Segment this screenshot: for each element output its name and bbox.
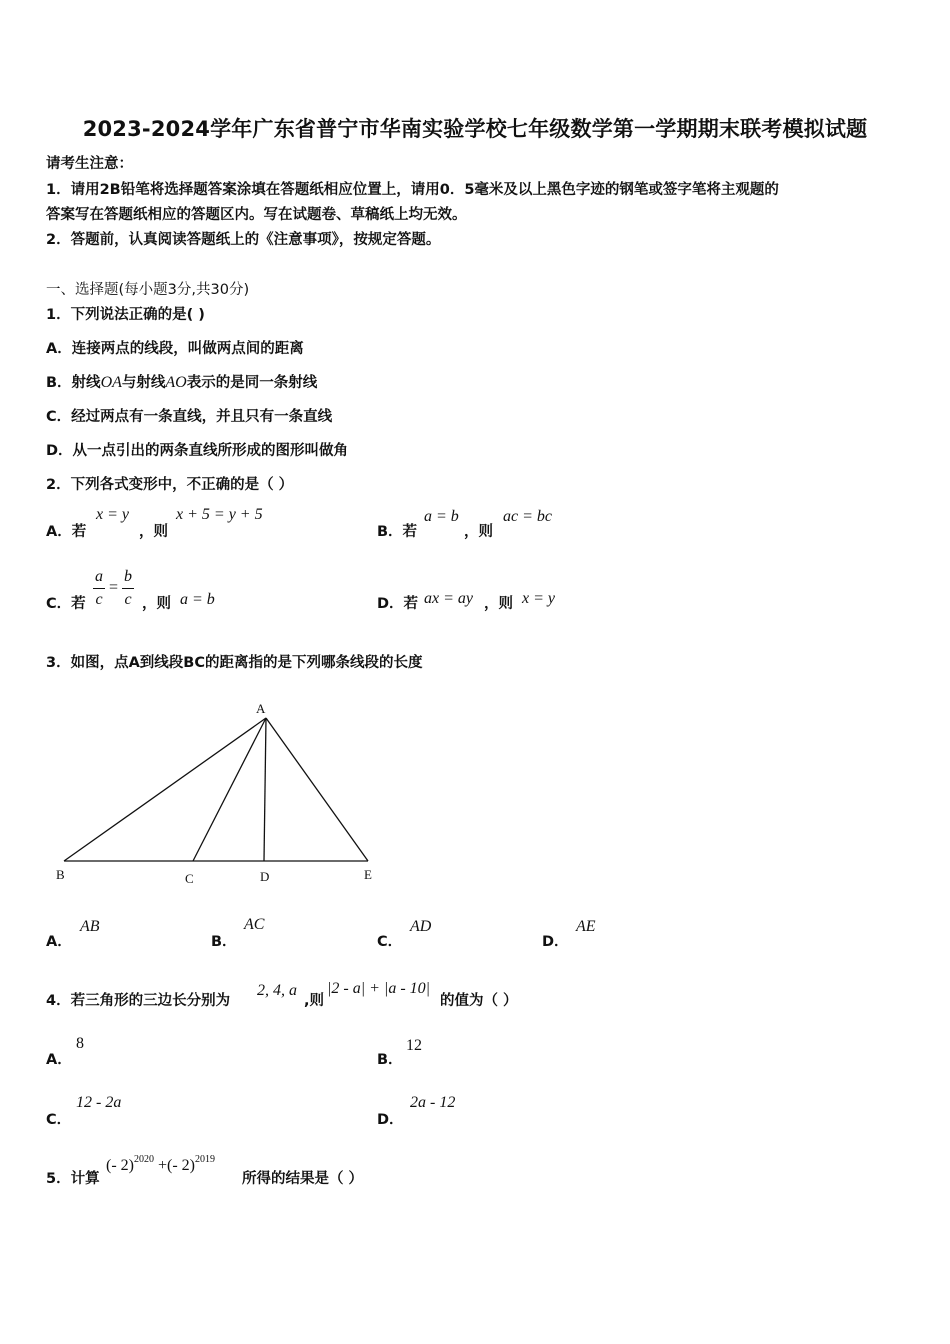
q4-option-d: D．: [377, 1112, 404, 1128]
q3-option-d-value: AE: [576, 918, 596, 935]
q3-option-b: B．: [211, 934, 237, 950]
q2-option-c-fraction: $\frac{a}{c}$ = $\frac{b}{c}$: [95, 568, 133, 608]
segment-ac: [193, 718, 266, 861]
point-label-a: A: [256, 701, 266, 716]
segment-ae: [266, 718, 368, 861]
point-label-e: E: [364, 867, 372, 882]
point-label-d: D: [260, 869, 270, 884]
q4-stem-mid: ,则: [304, 993, 325, 1009]
q1-option-a: A．连接两点的线段，叫做两点间的距离: [46, 341, 304, 357]
page-title: 2023-2024学年广东省普宁市华南实验学校七年级数学第一学期期末联考模拟试题: [82, 117, 868, 141]
q2-option-c: C．若: [46, 596, 86, 612]
q4-option-b-value: 12: [406, 1037, 422, 1054]
point-label-b: B: [56, 867, 65, 882]
q1-option-d: D．从一点引出的两条直线所形成的图形叫做角: [46, 443, 349, 459]
q4-option-a-value: 8: [76, 1035, 84, 1052]
q5-expression: (- 2)$^{2020}$ +(- 2)$^{2019}$: [106, 1154, 215, 1174]
q4-option-c: C．: [46, 1112, 72, 1128]
q3-triangle-figure: [50, 695, 390, 890]
q2-option-b-cond: a = b: [424, 508, 459, 525]
q3-option-c: C．: [377, 934, 403, 950]
q1-stem: 1．下列说法正确的是( ): [46, 307, 205, 323]
q2-option-b-result: ac = bc: [503, 508, 552, 525]
q3-option-c-value: AD: [410, 918, 432, 935]
segment-ad: [264, 718, 266, 861]
notice-line-1: 1．请用2B铅笔将选择题答案涂填在答题纸相应位置上，请用0．5毫米及以上黑色字迹的钢笔或签字笔将主观题的: [46, 182, 779, 198]
q3-option-a: A．: [46, 934, 72, 950]
q5-stem-post: 所得的结果是（ ）: [242, 1171, 364, 1187]
q2-option-b: B．若: [377, 524, 418, 540]
q2-option-b-then: ，则: [464, 524, 493, 540]
q1-option-c: C．经过两点有一条直线，并且只有一条直线: [46, 409, 333, 425]
q4-stem-post: 的值为（ ）: [440, 993, 518, 1009]
q2-stem: 2．下列各式变形中，不正确的是（ ）: [46, 477, 294, 493]
q2-option-a: A．若: [46, 524, 87, 540]
q4-expression: |2 - a| + |a - 10|: [327, 980, 431, 997]
q2-option-c-then: ，则: [142, 596, 171, 612]
point-label-c: C: [185, 871, 194, 886]
q4-stem: 4．若三角形的三边长分别为: [46, 993, 231, 1009]
section-heading: 一、选择题(每小题3分,共30分): [46, 282, 250, 298]
q4-option-b: B．: [377, 1052, 403, 1068]
q4-option-d-value: 2a - 12: [410, 1094, 456, 1111]
notice-line-3: 2．答题前，认真阅读答题纸上的《注意事项》，按规定答题。: [46, 232, 441, 248]
q3-option-b-value: AC: [244, 916, 265, 933]
q2-option-c-result: a = b: [180, 591, 215, 608]
q3-option-d: D．: [542, 934, 569, 950]
q2-option-d: D．若: [377, 596, 419, 612]
q2-option-a-then: ，则: [139, 524, 168, 540]
q2-option-a-result: x + 5 = y + 5: [176, 506, 263, 523]
q3-stem: 3．如图，点A到线段BC的距离指的是下列哪条线段的长度: [46, 655, 423, 671]
q5-stem: 5．计算: [46, 1171, 100, 1187]
q2-option-d-result: x = y: [522, 590, 555, 607]
q1-option-b: B．射线OA与射线AO表示的是同一条射线: [46, 374, 318, 391]
q2-option-d-then: ，则: [484, 596, 513, 612]
q4-option-a: A．: [46, 1052, 72, 1068]
q2-option-d-cond: ax = ay: [424, 590, 473, 607]
q3-option-a-value: AB: [80, 918, 100, 935]
q2-option-a-cond: x = y: [96, 506, 129, 523]
notice-heading: 请考生注意：: [46, 156, 133, 172]
q4-option-c-value: 12 - 2a: [76, 1094, 122, 1111]
segment-ab: [64, 718, 266, 861]
q4-sides: 2, 4, a: [257, 982, 297, 999]
notice-line-2: 答案写在答题纸相应的答题区内。写在试题卷、草稿纸上均无效。: [46, 207, 467, 223]
